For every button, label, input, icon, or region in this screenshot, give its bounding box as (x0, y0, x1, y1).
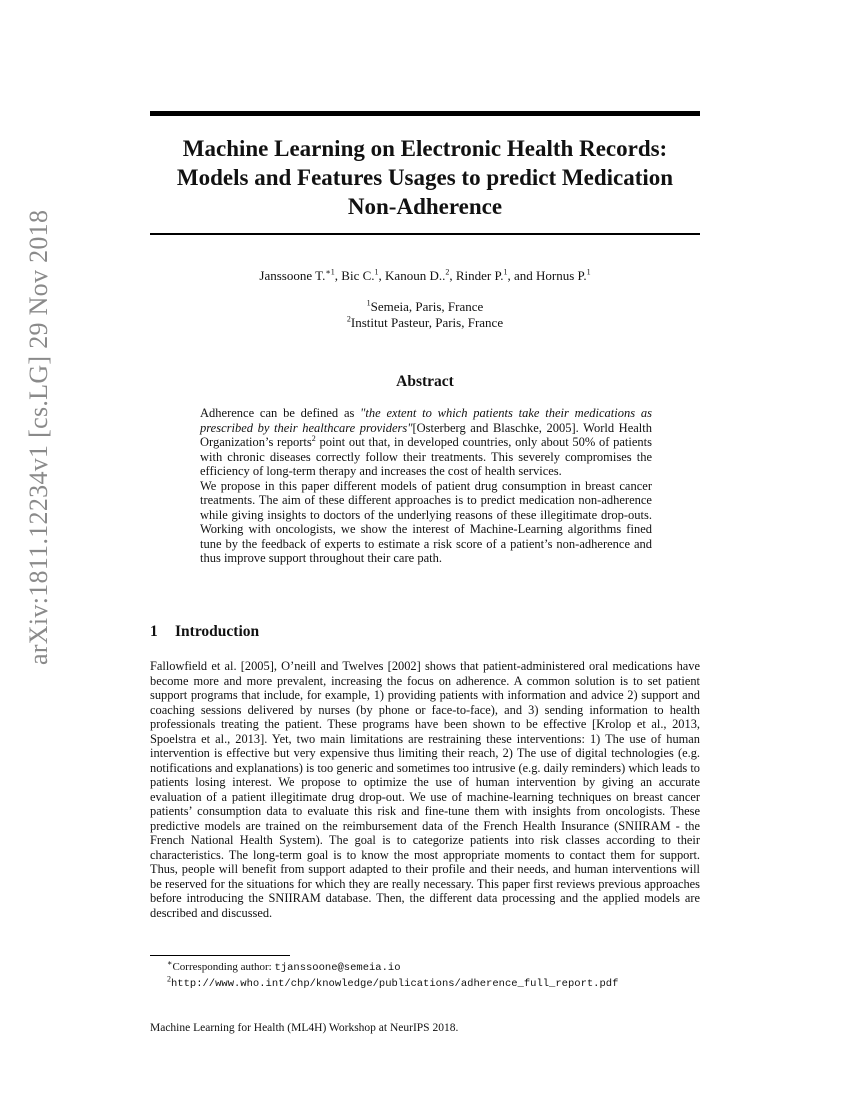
section-number: 1 (150, 623, 158, 640)
footnotes (167, 960, 697, 992)
author-name: Janssoone T. (259, 268, 326, 283)
author-marker: ∗1 (325, 267, 335, 277)
abstract-heading: Abstract (396, 373, 454, 390)
section-heading (150, 623, 700, 641)
footnote-marker: 2 (167, 974, 171, 984)
author-separator: , (378, 268, 386, 283)
title-bottom-rule (150, 233, 700, 235)
author-name: Rinder P. (455, 268, 504, 283)
author-marker: 1 (586, 267, 591, 277)
affiliation-text: Institut Pasteur, Paris, France (350, 315, 504, 330)
author-marker: 1 (374, 267, 379, 277)
author-list (150, 268, 700, 284)
footnote-ref: 2 (311, 433, 316, 443)
title-line: Machine Learning on Electronic Health Records: (182, 136, 668, 161)
introduction-paragraph: Fallowfield et al. [2005], O’neill and Twelves [2002] shows that patient-administered oral medications have become more and more prevalent, increasing the focus on adherence. A common solution is to set patient support programs that include, for example, 1) providing patients with information and advice 2) support and coaching sessions delivered by nurses (by phone or face-to-face), and 3) sending information to health professionals treating the patient. These programs have been shown to be effective [Krolop et al., 2013, Spoelstra et al., 2013]. Yet, two main limitations are restraining these interventions: 1) The use of human intervention is effective but very expensive thus limiting their reach, 2) The use of digital technologies (e.g. notifications and explanations) is too generic and sometimes too intrusive (e.g. daily reminders) which leads to patients losing interest. We propose to optimize the use of human intervention by giving an accurate evaluation of a patient illegitimate drug drop-out. We use of machine-learning techniques on breast cancer patients’ consumption data to evaluate this risk and fine-tune them with insights from oncologists. These predictive models are trained on the reimbursement data of the French Health Insurance (SNIIRAM - the French National Health System). The goal is to categorize patients into risk classes according to their characteristics. The long-term goal is to know the most appropriate moments to contact them for support. Thus, people will benefit from support adapted to their profile and their needs, and human interventions will be reserved for the situations for which they are really necessary. This paper first reviews previous approaches before introducing the SNIIRAM database. Then, the different data processing and the applied models are described and discussed. (150, 659, 700, 920)
author-marker: 2 (445, 267, 450, 277)
abstract-paragraph (200, 406, 652, 479)
affiliation-text: Semeia, Paris, France (370, 299, 484, 314)
affiliation-line (150, 299, 700, 315)
paper-title (150, 134, 700, 221)
abstract-quote: "the extent to which patients take their medications as prescribed by their healthcare providers" (200, 406, 652, 435)
affiliation-line (150, 315, 700, 331)
section-title: Introduction (175, 623, 260, 640)
footnote-marker: ∗ (167, 958, 173, 968)
author-separator: , (334, 268, 342, 283)
author-marker: 1 (503, 267, 508, 277)
footnote-corresponding-author (167, 960, 697, 976)
title-top-rule (150, 111, 700, 116)
abstract-citation: [Osterberg and Blaschke, 2005]. World Health Organization’s reports (200, 420, 652, 449)
title-line: Models and Features Usages to predict Medication (176, 165, 674, 190)
introduction-body (150, 659, 700, 920)
author-separator: , (449, 268, 456, 283)
affiliation-marker: 1 (366, 298, 371, 308)
footnote-rule (150, 955, 290, 956)
affiliation-marker: 2 (346, 314, 351, 324)
author-name: Hornus P. (536, 268, 587, 283)
author-name: Kanoun D.. (385, 268, 446, 283)
venue-note: Machine Learning for Health (ML4H) Workshop at NeurIPS 2018. (150, 1022, 459, 1034)
author-separator: , and (507, 268, 537, 283)
abstract-text: Adherence can be defined as (200, 406, 361, 420)
abstract-paragraph: We propose in this paper different models of patient drug consumption in breast cancer treatments. The aim of these different approaches is to predict medication non-adherence while giving insights to doctors of the underlying reasons of these illegitimate drop-outs. Working with oncologists, we show the interest of Machine-Learning algorithms fined tune by the feedback of experts to estimate a risk score of a patient’s non-adherence and thus improve support throughout their care path. (200, 478, 652, 565)
footnote-text: Corresponding author: (172, 961, 275, 973)
abstract-body (200, 406, 652, 566)
footnote-who-report (167, 976, 697, 992)
corresponding-email-link[interactable]: tjanssoone@semeia.io (274, 962, 401, 974)
who-report-link[interactable]: http://www.who.int/chp/knowledge/publications/adherence_full_report.pdf (171, 978, 619, 990)
author-name: Bic C. (341, 268, 375, 283)
arxiv-stamp: arXiv:1811.12234v1 [cs.LG] 29 Nov 2018 (24, 209, 53, 665)
affiliations (150, 299, 700, 331)
title-line: Non-Adherence (347, 194, 503, 219)
abstract-text: point out that, in developed countries, only about 50% of patients with chronic diseases correctly follow their treatments. This severely compromises the efficiency of long-term therapy and increases the cost of health services. (200, 435, 652, 478)
